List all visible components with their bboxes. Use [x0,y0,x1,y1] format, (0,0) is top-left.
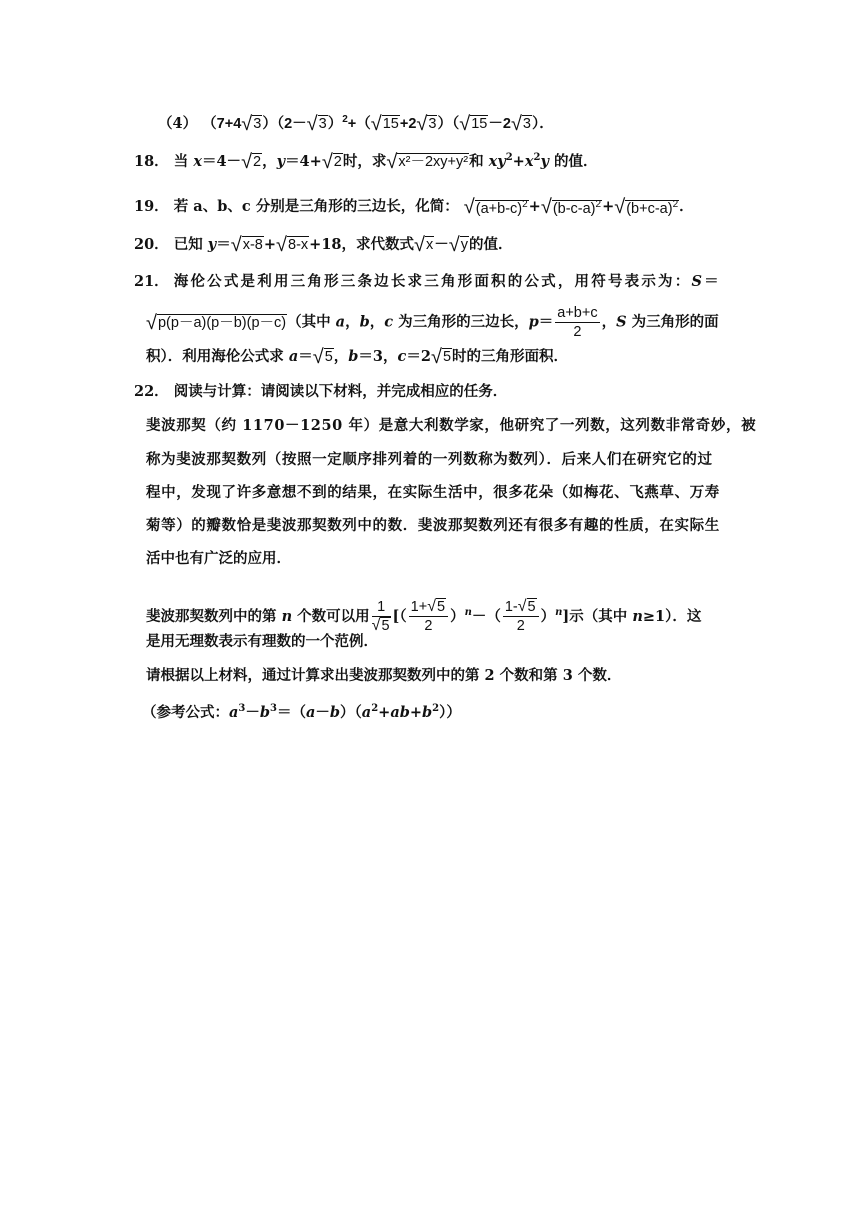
q21-number: 21． [134,273,169,290]
q22-p1-l4: 菊等）的瓣数恰是斐波那契数列中的数．斐波那契数列还有很多有趣的性质，在实际生 [146,517,720,534]
q22-p1-l1: 斐波那契（约 1170－1250 年）是意大利数学家，他研究了一列数，这列数非常奇妙，被 [146,417,757,434]
q17-4-line: （4） $(7+4√3)(2-√3)^2+(√15+2√3)(√15-2√3)$． [158,113,554,136]
q21-frac-den: 2 [573,324,582,340]
q17-4-label: （4） [158,114,198,132]
q22-p1-l3: 程中，发现了许多意想不到的结果，在实际生活中，很多花朵（如梅花、飞燕草、万寿 [146,484,720,501]
q20-number: 20． [134,236,169,253]
q22-task: 请根据以上材料，通过计算求出斐波那契数列中的第 2 个数和第 3 个数． [146,667,622,684]
q21-radical: p(p－a)(p－b)(p－c) [157,314,287,331]
q20-line: 20． 已知 y＝√x-8+√8-x+18，求代数式√x－√y的值． [134,234,513,256]
q21-line-3: 积）．利用海伦公式求 a＝√5，b＝3，c＝2√5时的三角形面积． [146,346,569,368]
q18-text-a: 当 [173,152,189,170]
q22-title: 阅读与计算：请阅读以下材料，并完成相应的任务． [173,383,508,400]
q22-p1-l5: 活中也有广泛的应用． [146,550,291,567]
q21-line-1: 21． 海伦公式是利用三角形三条边长求三角形面积的公式，用符号表示为：S＝ [134,273,721,290]
q22-number: 22． [134,383,169,400]
q21-line-2: √p(p－a)(p－b)(p－c)（其中 a，b，c 为三角形的三边长，p＝ $\frac{a+b+c}{2}$ ，S 为三角形的面 [146,305,719,340]
q18-number: 18． [134,152,169,170]
q18-line: 18． 当 x＝4－√2，y＝4+√2时，求√x²－2xy+y²和 $xy^2+x^2y$ 的值． [134,150,598,173]
q19-number: 19． [134,197,169,215]
q19-line: 19． 若 a、b、c 分别是三角形的三边长，化简： $√(a+b-c)^2+√(b-c-a)^2+√(b+c-a)^2$． [134,195,694,218]
q18-radical: x²－2xy+y² [398,153,469,170]
q22-title-line [134,380,507,404]
q21-frac-num: a+b+c [557,305,598,321]
q22-hint: （参考公式：$a^3-b^3=(a-b)(a^2+ab+b^2)$） [142,703,461,721]
q22-p2-line: 斐波那契数列中的第 n 个数可以用 $\frac{1}{√5}$ [（ $\frac{1+√5}{2}$ ）$^n$－（ $\frac{1-√5}{2}$ ）$^n$]示（其中 n≥1）．这 [146,598,702,635]
q22-p2-l2: 是用无理数表示有理数的一个范例． [146,633,378,650]
q19-text: 若 a、b、c 分别是三角形的三边长，化简： [173,197,459,215]
q22-p1-l2: 称为斐波那契数列（按照一定顺序排列着的一列数称为数列）．后来人们在研究它的过 [146,451,713,468]
